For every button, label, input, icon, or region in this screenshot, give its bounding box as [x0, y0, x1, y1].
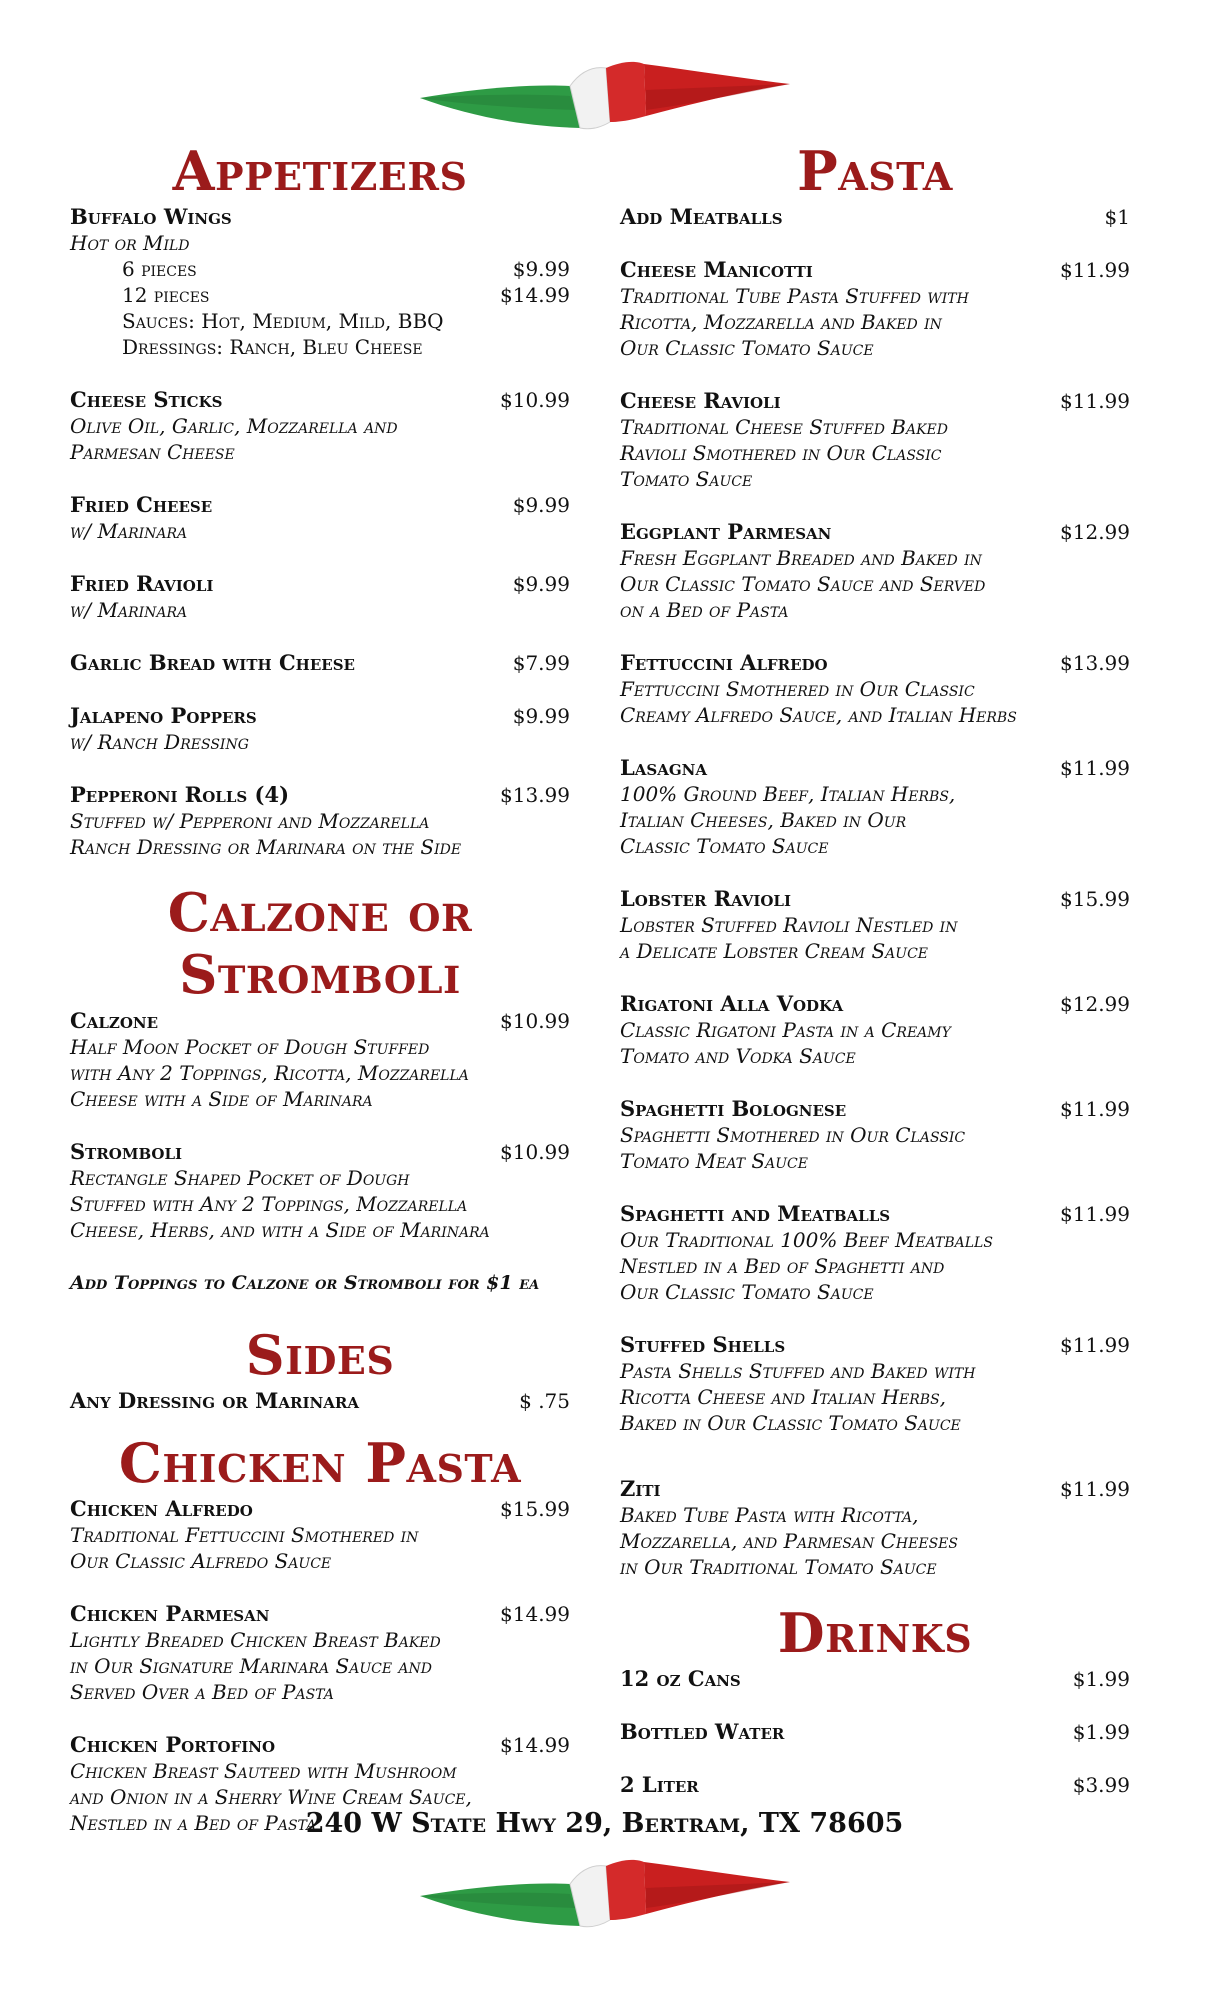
item-name: Rigatoni Alla Vodka	[620, 991, 844, 1016]
item-price: $15.99	[1060, 887, 1130, 911]
item-description: Stuffed w/ Pepperoni and Mozzarella Ranch Dressing or Marinara on the Side	[70, 809, 462, 859]
wing-dressings: Dressings: Ranch, Bleu Cheese	[122, 335, 423, 359]
item-name: Eggplant Parmesan	[620, 519, 832, 544]
item-name: Jalapeno Poppers	[70, 703, 257, 728]
wing-option-price: $9.99	[512, 257, 570, 281]
menu-item	[70, 1139, 570, 1243]
item-price: $11.99	[1060, 1477, 1130, 1501]
item-name: Stromboli	[70, 1139, 183, 1164]
menu-item	[620, 1096, 1130, 1174]
right-column	[620, 140, 1130, 1825]
item-name: Fried Ravioli	[70, 571, 214, 596]
item-description: Chicken Breast Sauteed with Mushroom and Onion in a Sherry Wine Cream Sauce, Nestled in a Bed of Pasta	[70, 1759, 472, 1835]
item-name: Cheese Ravioli	[620, 388, 781, 413]
item-description: Spaghetti Smothered in Our Classic Tomato Meat Sauce	[620, 1123, 966, 1173]
item-price: $14.99	[500, 1602, 570, 1626]
section-title-chicken-pasta: Chicken Pasta	[118, 1431, 522, 1495]
menu-item	[70, 1601, 570, 1705]
item-description: w/ Ranch Dressing	[70, 730, 249, 754]
menu-item	[70, 1008, 570, 1112]
menu-item	[70, 387, 570, 465]
item-name: Buffalo Wings	[70, 204, 232, 229]
section-title-appetizers: Appetizers	[172, 139, 468, 203]
item-price: $15.99	[500, 1497, 570, 1521]
item-name: Ziti	[620, 1476, 661, 1501]
menu-item	[70, 1496, 570, 1574]
item-name: Pepperoni Rolls (4)	[70, 782, 290, 807]
item-name: Lobster Ravioli	[620, 886, 791, 911]
item-name: Garlic Bread with Cheese	[70, 650, 355, 675]
item-price: $12.99	[1060, 520, 1130, 544]
menu-item	[620, 886, 1130, 964]
restaurant-address: 240 W State Hwy 29, Bertram, TX 78605	[305, 1808, 904, 1839]
item-price: $7.99	[512, 651, 570, 675]
item-name: Chicken Portofino	[70, 1732, 276, 1757]
menu-item	[620, 1719, 1130, 1745]
item-description: Pasta Shells Stuffed and Baked with Ricotta Cheese and Italian Herbs, Baked in Our Classic Tomato Sauce	[620, 1359, 976, 1435]
item-description: Half Moon Pocket of Dough Stuffed with Any 2 Toppings, Ricotta, Mozzarella Cheese with a Side of Marinara	[70, 1035, 469, 1111]
item-price: $11.99	[1060, 1333, 1130, 1357]
item-description: 100% Ground Beef, Italian Herbs, Italian Cheeses, Baked in Our Classic Tomato Sauce	[620, 782, 956, 858]
wing-option-label: 6 pieces	[122, 257, 197, 281]
item-name: Chicken Alfredo	[70, 1496, 253, 1521]
item-description: Lightly Breaded Chicken Breast Baked in Our Signature Marinara Sauce and Served Over a Bed of Pasta	[70, 1628, 441, 1704]
item-description: Traditional Fettuccini Smothered in Our Classic Alfredo Sauce	[70, 1523, 419, 1573]
menu-item	[620, 1201, 1130, 1305]
menu-item	[620, 1772, 1130, 1798]
item-description: Hot or Mild	[70, 231, 190, 255]
menu-item	[70, 571, 570, 623]
menu-item	[620, 1666, 1130, 1692]
menu-item	[620, 1476, 1130, 1580]
menu-item	[70, 650, 570, 676]
item-price: $11.99	[1060, 258, 1130, 282]
menu-item	[620, 257, 1130, 361]
item-price: $10.99	[500, 1009, 570, 1033]
toppings-note: Add Toppings to Calzone or Stromboli for $1 ea	[70, 1272, 540, 1294]
item-price: $10.99	[500, 1140, 570, 1164]
item-name: 2 Liter	[620, 1772, 699, 1797]
item-name: Cheese Manicotti	[620, 257, 813, 282]
item-price: $11.99	[1060, 389, 1130, 413]
item-price: $12.99	[1060, 992, 1130, 1016]
menu-item	[70, 1388, 570, 1414]
item-description: Traditional Tube Pasta Stuffed with Ricotta, Mozzarella and Baked in Our Classic Tomato Sauce	[620, 284, 969, 360]
item-price: $9.99	[512, 493, 570, 517]
menu-item	[620, 991, 1130, 1069]
item-description: Traditional Cheese Stuffed Baked Ravioli Smothered in Our Classic Tomato Sauce	[620, 415, 949, 491]
section-title-calzone: Calzone or Stromboli	[167, 882, 473, 1006]
item-name: 12 oz Cans	[620, 1666, 741, 1691]
menu-item	[70, 492, 570, 544]
item-name: Fettuccini Alfredo	[620, 650, 828, 675]
item-price: $3.99	[1072, 1773, 1130, 1797]
wing-option-price: $14.99	[500, 283, 570, 307]
section-title-drinks: Drinks	[777, 1601, 973, 1665]
menu-item	[620, 388, 1130, 492]
item-price: $ .75	[519, 1389, 570, 1413]
item-price: $14.99	[500, 1733, 570, 1757]
menu-item-buffalo-wings	[70, 204, 570, 360]
item-description: Baked Tube Pasta with Ricotta, Mozzarella, and Parmesan Cheeses in Our Traditional Tomato Sauce	[620, 1503, 958, 1579]
item-price: $11.99	[1060, 1202, 1130, 1226]
section-title-sides: Sides	[245, 1323, 395, 1387]
item-name: Spaghetti and Meatballs	[620, 1201, 891, 1226]
item-description: Olive Oil, Garlic, Mozzarella and Parmesan Cheese	[70, 414, 398, 464]
item-price: $9.99	[512, 572, 570, 596]
item-description: w/ Marinara	[70, 519, 188, 543]
item-name: Add Meatballs	[620, 204, 783, 229]
item-price: $9.99	[512, 704, 570, 728]
item-price: $13.99	[1060, 651, 1130, 675]
italian-flag-ribbon-icon	[420, 1848, 790, 1943]
wing-option-row	[70, 256, 570, 282]
item-name: Lasagna	[620, 755, 708, 780]
item-name: Stuffed Shells	[620, 1332, 786, 1357]
wing-sauces: Sauces: Hot, Medium, Mild, BBQ	[122, 309, 444, 333]
item-description: Lobster Stuffed Ravioli Nestled in a Delicate Lobster Cream Sauce	[620, 913, 958, 963]
item-price: $13.99	[500, 783, 570, 807]
item-price: $10.99	[500, 388, 570, 412]
item-description: Fresh Eggplant Breaded and Baked in Our Classic Tomato Sauce and Served on a Bed of Pasta	[620, 546, 986, 622]
item-price: $11.99	[1060, 1097, 1130, 1121]
item-name: Cheese Sticks	[70, 387, 223, 412]
menu-item	[70, 703, 570, 755]
menu-item	[620, 204, 1130, 230]
italian-flag-ribbon-icon	[420, 50, 790, 145]
item-price: $1.99	[1072, 1667, 1130, 1691]
wing-option-label: 12 pieces	[122, 283, 210, 307]
item-description: Our Traditional 100% Beef Meatballs Nestled in a Bed of Spaghetti and Our Classic Tomato Sauce	[620, 1228, 993, 1304]
item-name: Any Dressing or Marinara	[70, 1388, 359, 1413]
item-name: Bottled Water	[620, 1719, 785, 1744]
menu-item	[620, 650, 1130, 728]
menu-item	[620, 755, 1130, 859]
item-description: w/ Marinara	[70, 598, 188, 622]
item-name: Calzone	[70, 1008, 159, 1033]
menu-item	[70, 782, 570, 860]
item-price: $1.99	[1072, 1720, 1130, 1744]
menu-item	[620, 519, 1130, 623]
item-name: Spaghetti Bolognese	[620, 1096, 847, 1121]
menu-item	[620, 1332, 1130, 1436]
item-name: Chicken Parmesan	[70, 1601, 270, 1626]
item-description: Rectangle Shaped Pocket of Dough Stuffed with Any 2 Toppings, Mozzarella Cheese, Herbs, and with a Side of Marinara	[70, 1166, 490, 1242]
left-column	[70, 140, 570, 1863]
section-title-pasta: Pasta	[797, 139, 953, 203]
item-price: $11.99	[1060, 756, 1130, 780]
wing-option-row	[70, 282, 570, 308]
item-price: $1	[1104, 205, 1130, 229]
item-description: Classic Rigatoni Pasta in a Creamy Tomato and Vodka Sauce	[620, 1018, 951, 1068]
item-description: Fettuccini Smothered in Our Classic Creamy Alfredo Sauce, and Italian Herbs	[620, 677, 1017, 727]
item-name: Fried Cheese	[70, 492, 213, 517]
